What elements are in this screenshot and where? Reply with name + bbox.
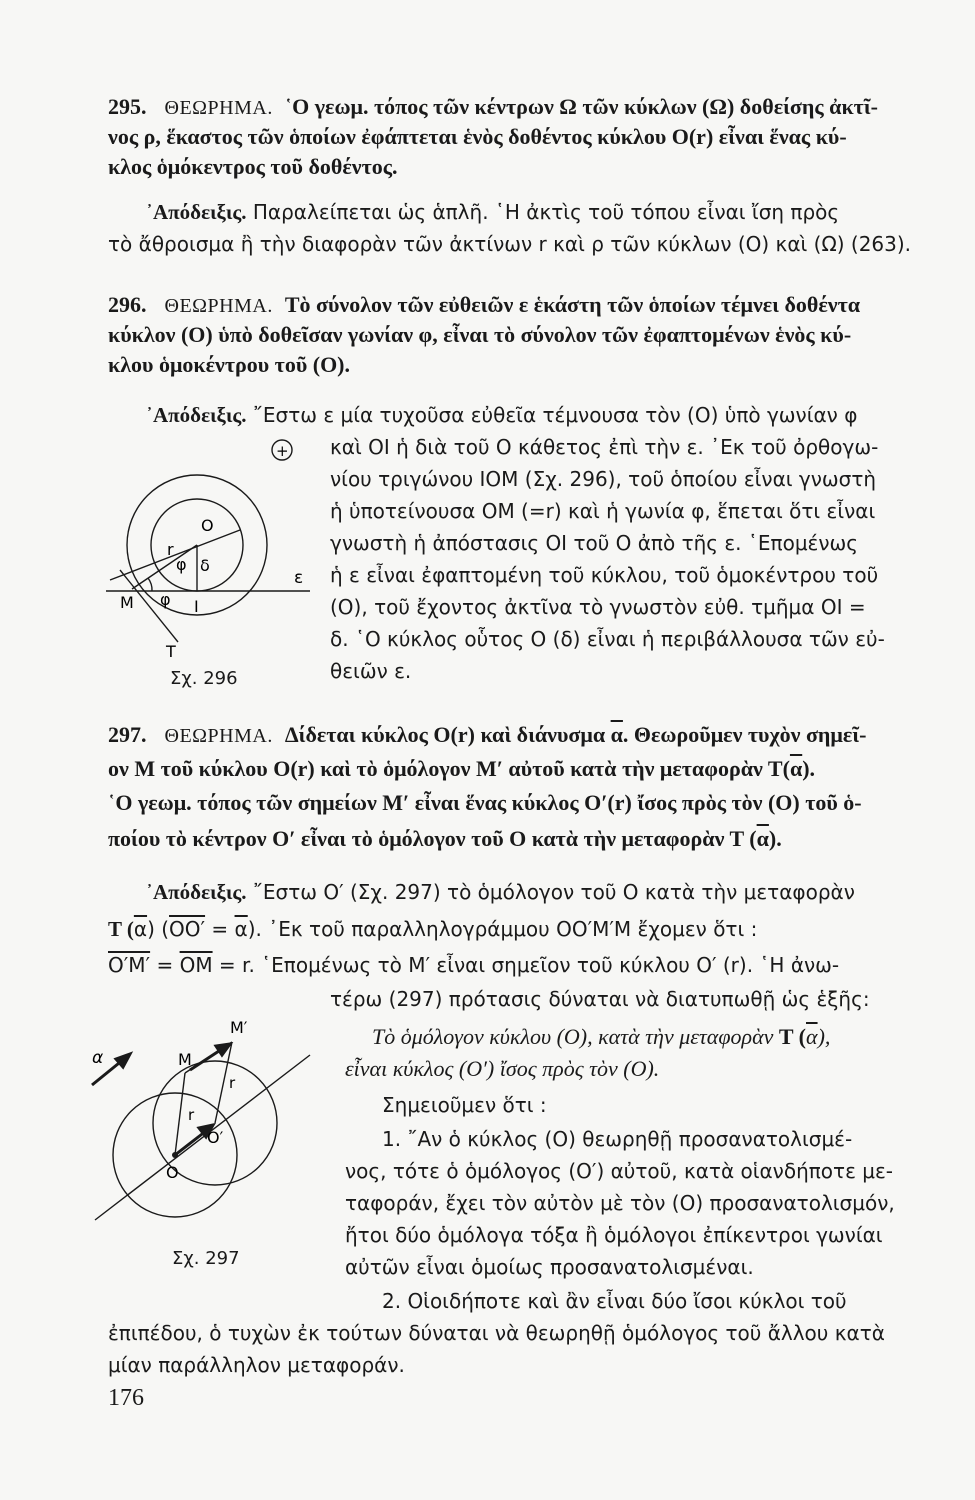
figure-296-angle-arc xyxy=(148,578,152,591)
theorem-296-text-1: Τὸ σύνολον τῶν εὐθειῶν ε ἑκάστη τῶν ὁποίων τέμνει δοθέντα xyxy=(284,292,861,317)
proof-297-text-2d: ). ᾿Εκ τοῦ παραλληλογράμμου ΟΟ′Μ′Μ ἔχομεν ὅτι : xyxy=(247,917,758,941)
proof-296-line-6: ἡ ε εἶναι ἐφαπτομένη τοῦ κύκλου, τοῦ ὁμοκέντρου τοῦ xyxy=(330,563,879,587)
theorem-297-text-1b: . Θεωροῦμεν τυχὸν σημεῖ- xyxy=(622,722,867,747)
proof-297-line-12: αὐτῶν εἶναι ὁμοίως προσανατολισμέναι. xyxy=(345,1255,754,1279)
figure-297-label-O-prime: O′ xyxy=(207,1128,224,1147)
figure-297-label-M: M xyxy=(178,1050,192,1069)
proof-296-line-5: γνωστὴ ἡ ἀπόστασις ΟΙ τοῦ Ο ἀπὸ τῆς ε. ῾Επομένως xyxy=(330,531,859,555)
theorem-297-text-4a: ποίου τὸ κέντρον Ο′ εἶναι τὸ ὁμόλογον τοῦ Ο κατὰ τὴν μεταφορὰν Τ ( xyxy=(108,826,757,851)
figure-296-label-O: O xyxy=(201,516,214,535)
proof-297-line-15: μίαν παράλληλον μεταφοράν. xyxy=(108,1353,405,1377)
theorem-295-line-3: κλος ὁμόκεντρος τοῦ δοθέντος. xyxy=(108,154,398,179)
figure-297 xyxy=(80,1015,330,1245)
theorem-295-line-2: νος ρ, ἕκαστος τῶν ὁποίων ἐφάπτεται ἑνὸς δοθέντος κύκλου O(r) εἶναι ἕνας κύ- xyxy=(108,124,847,149)
proof-297-line-4: τέρω (297) πρότασις δύναται νὰ διατυπωθῇ ὡς ἑξῆς: xyxy=(330,987,870,1011)
figure-297-point-O xyxy=(172,1152,178,1158)
theorem-297-line-3: ῾Ο γεωμ. τόπος τῶν σημείων Μ′ εἶναι ἕνας κύκλος Ο′(r) ἴσος πρὸς τὸν (Ο) τοῦ ὁ- xyxy=(108,790,862,815)
proof-297-text-5b: Τ ( xyxy=(778,1024,806,1049)
theorem-295-number: 295. xyxy=(108,94,147,119)
proof-297-text-5c: ), xyxy=(817,1024,831,1049)
proof-295-line-1 xyxy=(146,197,839,227)
theorem-295-text-1: ῾Ο γεωμ. τόπος τῶν κέντρων Ω τῶν κύκλων (Ω) δοθείσης ἀκτῖ- xyxy=(284,94,878,119)
figure-296-caption: Σχ. 296 xyxy=(170,668,238,689)
theorem-297-vector-a-4: $\overline{\alpha}$ xyxy=(756,826,769,851)
figure-297-label-M-prime: M′ xyxy=(230,1018,248,1037)
proof-296-line-3: νίου τριγώνου ΙΟΜ (Σχ. 296), τοῦ ὁποίου εἶναι γνωστὴ xyxy=(330,467,877,491)
proof-297-text-2c: = xyxy=(205,917,235,941)
proof-296-line-7: (Ο), τοῦ ἔχοντος ἀκτῖνα τὸ γνωστὸν εὐθ. τμῆμα ΟΙ = xyxy=(330,595,866,619)
theorem-297-text-2b: ). xyxy=(802,756,816,781)
theorem-296-line-3: κλου ὁμοκέντρου τοῦ (Ο). xyxy=(108,352,351,377)
theorem-295-label: ΘΕΩΡΗΜΑ. xyxy=(164,97,273,119)
page-number: 176 xyxy=(108,1385,144,1411)
theorem-297-label: ΘΕΩΡΗΜΑ. xyxy=(164,725,273,747)
figure-297-label-r-2: r xyxy=(229,1074,236,1092)
figure-296-label-delta: δ xyxy=(200,556,210,575)
proof-295-text-1: Παραλείπεται ὡς ἁπλῆ. ῾Η ἀκτὶς τοῦ τόπου εἶναι ἴση πρὸς xyxy=(252,200,840,224)
theorem-297-vector-a-1: $\overline{\alpha}$ xyxy=(610,722,623,747)
proof-295-line-2: τὸ ἄθροισμα ἢ τὴν διαφορὰν τῶν ἀκτίνων r καὶ ρ τῶν κύκλων (Ο) καὶ (Ω) (263). xyxy=(108,232,912,256)
proof-296-line-1 xyxy=(146,400,857,430)
figure-297-radius-OM xyxy=(175,1073,185,1155)
theorem-297-text-4b: ). xyxy=(768,826,782,851)
figure-296-label-T: T xyxy=(166,642,176,661)
figure-297-caption: Σχ. 297 xyxy=(172,1248,240,1269)
figure-297-line-OO-prime xyxy=(95,1055,310,1220)
proof-295-label: ᾿Απόδειξις. xyxy=(146,200,247,224)
proof-296-line-9: θειῶν ε. xyxy=(330,659,412,683)
figure-296-label-epsilon: ε xyxy=(294,568,304,588)
theorem-296-line-1 xyxy=(108,290,860,321)
proof-297-line-13: 2. Οἱοιδήποτε καὶ ἂν εἶναι δύο ἴσοι κύκλοι τοῦ xyxy=(382,1289,847,1313)
figure-296-label-phi-2: φ xyxy=(160,590,171,609)
theorem-297-text-1a: Δίδεται κύκλος Ο(r) καὶ διάνυσμα xyxy=(284,722,606,747)
theorem-297-vector-a-2: $\overline{\alpha}$ xyxy=(789,756,803,781)
proof-297-line-10: ταφοράν, ἔχει τὸν αὐτὸν μὲ τὸν (Ο) προσανατολισμόν, xyxy=(345,1191,895,1215)
theorem-297-line-1 xyxy=(108,720,866,751)
proof-297-line-2 xyxy=(108,914,757,944)
figure-296-tangent-line xyxy=(110,530,240,580)
proof-296-line-8: δ. ῾Ο κύκλος οὗτος Ο (δ) εἶναι ἡ περιβάλλουσα τῶν εὐ- xyxy=(330,627,885,651)
proof-297-vector-OM: $\overline{OM}$ xyxy=(179,953,213,977)
figure-296 xyxy=(100,430,330,665)
figure-296-label-I: I xyxy=(194,597,199,616)
proof-297-text-2b: ) ( xyxy=(147,917,170,941)
theorem-297-text-2a: ον Μ τοῦ κύκλου Ο(r) καὶ τὸ ὁμόλογον Μ′ αὐτοῦ κατὰ τὴν μεταφορὰν Τ( xyxy=(108,756,790,781)
proof-297-line-6: εἶναι κύκλος (Ο′) ἴσος πρὸς τὸν (Ο). xyxy=(345,1056,660,1081)
proof-297-text-3b: = r. ῾Επομένως τὸ Μ′ εἶναι σημεῖον τοῦ κύκλου Ο′ (r). ῾Η ἀνω- xyxy=(212,953,840,977)
figure-296-label-phi: φ xyxy=(176,555,187,574)
figure-296-label-M: M xyxy=(120,593,134,612)
proof-297-text-5a: Τὸ ὁμόλογον κύκλου (Ο), κατὰ τὴν μεταφορὰν xyxy=(372,1024,779,1049)
proof-297-line-7: Σημειοῦμεν ὅτι : xyxy=(382,1093,547,1117)
proof-296-text-1: ῎Εστω ε μία τυχοῦσα εὐθεῖα τέμνουσα τὸν (Ο) ὑπὸ γωνίαν φ xyxy=(252,403,858,427)
proof-296-line-4: ἡ ὑποτείνουσα ΟΜ (=r) καὶ ἡ γωνία φ, ἕπεται ὅτι εἶναι xyxy=(330,499,876,523)
proof-297-line-5 xyxy=(372,1022,830,1052)
figure-296-radius-OM xyxy=(132,545,197,589)
theorem-297-line-2 xyxy=(108,754,815,784)
proof-297-label: ᾿Απόδειξις. xyxy=(146,880,247,904)
proof-297-text-1: ῎Εστω Ο′ (Σχ. 297) τὸ ὁμόλογον τοῦ Ο κατὰ τὴν μεταφορὰν xyxy=(252,880,855,904)
proof-297-line-11: ἤτοι δύο ὁμόλογα τόξα ἢ ὁμόλογοι ἐπίκεντροι γωνίαι xyxy=(345,1223,883,1247)
proof-297-line-1 xyxy=(146,877,855,907)
figure-296-label-r: r xyxy=(167,540,174,559)
theorem-297-line-4 xyxy=(108,824,782,854)
proof-297-vector-a-3: $\overline{\alpha}$ xyxy=(806,1024,818,1049)
figure-297-vector-MM-prime-arrow xyxy=(190,1044,230,1070)
proof-297-text-2a: Τ ( xyxy=(108,917,134,941)
proof-297-vector-a-1: $\overline{\alpha}$ xyxy=(133,917,148,941)
proof-297-line-3 xyxy=(108,950,839,980)
proof-297-line-8: 1. ῎Αν ὁ κύκλος (Ο) θεωρηθῇ προσανατολισμέ- xyxy=(382,1127,853,1151)
proof-297-line-9: νος, τότε ὁ ὁμόλογος (Ο′) αὐτοῦ, κατὰ οἱανδήποτε με- xyxy=(345,1159,894,1183)
proof-297-vector-OM-prime: Ο′Μ′ xyxy=(108,953,151,977)
theorem-295-line-1 xyxy=(108,92,878,123)
proof-297-vector-a-2: $\overline{\alpha}$ xyxy=(234,917,248,941)
proof-296-label: ᾿Απόδειξις. xyxy=(146,403,247,427)
figure-296-label-plus: + xyxy=(276,442,289,460)
proof-297-line-14: ἐπιπέδου, ὁ τυχὼν ἐκ τούτων δύναται νὰ θεωρηθῇ ὁμόλογος τοῦ ἄλλου κατὰ xyxy=(108,1321,885,1345)
proof-297-text-3a: = xyxy=(150,953,180,977)
figure-297-label-r-1: r xyxy=(188,1106,195,1124)
theorem-296-label: ΘΕΩΡΗΜΑ. xyxy=(164,295,273,317)
theorem-296-number: 296. xyxy=(108,292,147,317)
figure-297-label-O: O xyxy=(166,1163,179,1182)
figure-297-label-a: α xyxy=(92,1048,104,1068)
proof-296-line-2: καὶ ΟΙ ἡ διὰ τοῦ Ο κάθετος ἐπὶ τὴν ε. ᾿Εκ τοῦ ὀρθογω- xyxy=(330,435,879,459)
theorem-296-line-2: κύκλον (Ο) ὑπὸ δοθεῖσαν γωνίαν φ, εἶναι τὸ σύνολον τῶν ἐφαπτομένων ἑνὸς κύ- xyxy=(108,322,852,347)
theorem-297-number: 297. xyxy=(108,722,147,747)
proof-297-vector-OO: ΟΟ′ xyxy=(169,917,206,941)
